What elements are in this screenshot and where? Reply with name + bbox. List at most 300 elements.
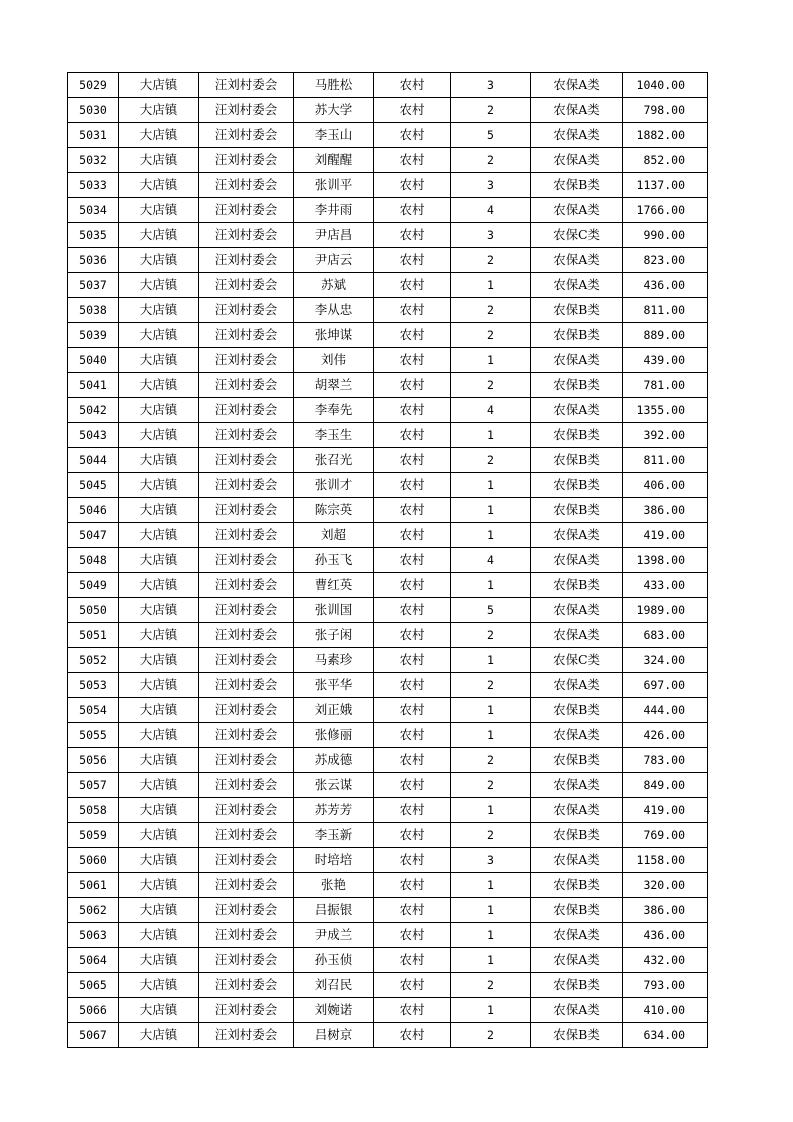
row-number-cell: 5057 [68, 773, 119, 798]
person-name-cell: 刘醒醒 [294, 148, 374, 173]
township-cell: 大店镇 [119, 998, 199, 1023]
person-name-cell: 苏斌 [294, 273, 374, 298]
table-row [68, 698, 708, 723]
person-name-cell: 陈宗英 [294, 498, 374, 523]
village-committee-cell: 汪刘村委会 [199, 98, 294, 123]
household-size-cell: 2 [451, 748, 531, 773]
amount-cell: 432.00 [623, 948, 708, 973]
person-name-cell: 李玉生 [294, 423, 374, 448]
person-name-cell: 张坤谋 [294, 323, 374, 348]
township-cell: 大店镇 [119, 873, 199, 898]
township-cell: 大店镇 [119, 548, 199, 573]
township-cell: 大店镇 [119, 148, 199, 173]
insurance-category-cell: 农保B类 [531, 423, 623, 448]
row-number-cell: 5066 [68, 998, 119, 1023]
table-row [68, 1023, 708, 1048]
person-name-cell: 尹店云 [294, 248, 374, 273]
insurance-category-cell: 农保A类 [531, 148, 623, 173]
village-committee-cell: 汪刘村委会 [199, 148, 294, 173]
person-name-cell: 马素珍 [294, 648, 374, 673]
amount-cell: 406.00 [623, 473, 708, 498]
table-row [68, 598, 708, 623]
insurance-category-cell: 农保A类 [531, 798, 623, 823]
insurance-category-cell: 农保A类 [531, 398, 623, 423]
table-row [68, 623, 708, 648]
village-committee-cell: 汪刘村委会 [199, 323, 294, 348]
household-size-cell: 1 [451, 923, 531, 948]
row-number-cell: 5056 [68, 748, 119, 773]
insurance-category-cell: 农保A类 [531, 598, 623, 623]
insurance-category-cell: 农保A类 [531, 273, 623, 298]
insurance-category-cell: 农保A类 [531, 673, 623, 698]
person-name-cell: 刘伟 [294, 348, 374, 373]
household-size-cell: 4 [451, 198, 531, 223]
household-size-cell: 2 [451, 448, 531, 473]
amount-cell: 410.00 [623, 998, 708, 1023]
household-size-cell: 1 [451, 898, 531, 923]
area-type-cell: 农村 [374, 148, 451, 173]
insurance-category-cell: 农保A类 [531, 723, 623, 748]
amount-cell: 386.00 [623, 498, 708, 523]
township-cell: 大店镇 [119, 623, 199, 648]
row-number-cell: 5054 [68, 698, 119, 723]
insurance-category-cell: 农保B类 [531, 573, 623, 598]
row-number-cell: 5064 [68, 948, 119, 973]
area-type-cell: 农村 [374, 873, 451, 898]
township-cell: 大店镇 [119, 573, 199, 598]
row-number-cell: 5055 [68, 723, 119, 748]
insurance-category-cell: 农保A类 [531, 523, 623, 548]
amount-cell: 1158.00 [623, 848, 708, 873]
insurance-category-cell: 农保B类 [531, 823, 623, 848]
village-committee-cell: 汪刘村委会 [199, 698, 294, 723]
row-number-cell: 5059 [68, 823, 119, 848]
person-name-cell: 尹店昌 [294, 223, 374, 248]
household-size-cell: 2 [451, 373, 531, 398]
person-name-cell: 刘婉诺 [294, 998, 374, 1023]
amount-cell: 419.00 [623, 798, 708, 823]
household-size-cell: 2 [451, 298, 531, 323]
area-type-cell: 农村 [374, 948, 451, 973]
table-body [68, 73, 708, 1048]
person-name-cell: 张训平 [294, 173, 374, 198]
village-committee-cell: 汪刘村委会 [199, 123, 294, 148]
village-committee-cell: 汪刘村委会 [199, 998, 294, 1023]
person-name-cell: 刘超 [294, 523, 374, 548]
insurance-category-cell: 农保C类 [531, 648, 623, 673]
insurance-category-cell: 农保A类 [531, 848, 623, 873]
area-type-cell: 农村 [374, 798, 451, 823]
row-number-cell: 5046 [68, 498, 119, 523]
township-cell: 大店镇 [119, 523, 199, 548]
person-name-cell: 孙玉飞 [294, 548, 374, 573]
insurance-category-cell: 农保B类 [531, 448, 623, 473]
township-cell: 大店镇 [119, 223, 199, 248]
person-name-cell: 李玉新 [294, 823, 374, 848]
amount-cell: 426.00 [623, 723, 708, 748]
household-size-cell: 3 [451, 73, 531, 98]
village-committee-cell: 汪刘村委会 [199, 1023, 294, 1048]
person-name-cell: 李从忠 [294, 298, 374, 323]
data-table [67, 72, 708, 1048]
household-size-cell: 1 [451, 348, 531, 373]
village-committee-cell: 汪刘村委会 [199, 573, 294, 598]
township-cell: 大店镇 [119, 798, 199, 823]
table-row [68, 123, 708, 148]
row-number-cell: 5038 [68, 298, 119, 323]
village-committee-cell: 汪刘村委会 [199, 448, 294, 473]
household-size-cell: 3 [451, 223, 531, 248]
amount-cell: 392.00 [623, 423, 708, 448]
insurance-category-cell: 农保B类 [531, 873, 623, 898]
row-number-cell: 5060 [68, 848, 119, 873]
insurance-category-cell: 农保A类 [531, 998, 623, 1023]
area-type-cell: 农村 [374, 248, 451, 273]
area-type-cell: 农村 [374, 823, 451, 848]
amount-cell: 320.00 [623, 873, 708, 898]
township-cell: 大店镇 [119, 648, 199, 673]
township-cell: 大店镇 [119, 973, 199, 998]
row-number-cell: 5053 [68, 673, 119, 698]
township-cell: 大店镇 [119, 773, 199, 798]
row-number-cell: 5041 [68, 373, 119, 398]
village-committee-cell: 汪刘村委会 [199, 173, 294, 198]
table-row [68, 748, 708, 773]
village-committee-cell: 汪刘村委会 [199, 373, 294, 398]
person-name-cell: 张云谋 [294, 773, 374, 798]
village-committee-cell: 汪刘村委会 [199, 523, 294, 548]
village-committee-cell: 汪刘村委会 [199, 623, 294, 648]
household-size-cell: 2 [451, 1023, 531, 1048]
row-number-cell: 5042 [68, 398, 119, 423]
insurance-category-cell: 农保B类 [531, 473, 623, 498]
household-size-cell: 1 [451, 648, 531, 673]
amount-cell: 798.00 [623, 98, 708, 123]
row-number-cell: 5061 [68, 873, 119, 898]
row-number-cell: 5029 [68, 73, 119, 98]
insurance-category-cell: 农保A类 [531, 248, 623, 273]
household-size-cell: 2 [451, 248, 531, 273]
amount-cell: 769.00 [623, 823, 708, 848]
insurance-category-cell: 农保C类 [531, 223, 623, 248]
row-number-cell: 5039 [68, 323, 119, 348]
amount-cell: 386.00 [623, 898, 708, 923]
table-row [68, 398, 708, 423]
person-name-cell: 胡翠兰 [294, 373, 374, 398]
area-type-cell: 农村 [374, 498, 451, 523]
area-type-cell: 农村 [374, 173, 451, 198]
table-row [68, 723, 708, 748]
person-name-cell: 张修丽 [294, 723, 374, 748]
township-cell: 大店镇 [119, 823, 199, 848]
person-name-cell: 苏芳芳 [294, 798, 374, 823]
table-row [68, 423, 708, 448]
table-row [68, 448, 708, 473]
table-row [68, 573, 708, 598]
village-committee-cell: 汪刘村委会 [199, 673, 294, 698]
area-type-cell: 农村 [374, 98, 451, 123]
area-type-cell: 农村 [374, 523, 451, 548]
row-number-cell: 5030 [68, 98, 119, 123]
insurance-category-cell: 农保A类 [531, 948, 623, 973]
village-committee-cell: 汪刘村委会 [199, 198, 294, 223]
amount-cell: 849.00 [623, 773, 708, 798]
amount-cell: 1989.00 [623, 598, 708, 623]
household-size-cell: 5 [451, 123, 531, 148]
area-type-cell: 农村 [374, 473, 451, 498]
amount-cell: 852.00 [623, 148, 708, 173]
table-row [68, 798, 708, 823]
township-cell: 大店镇 [119, 423, 199, 448]
amount-cell: 811.00 [623, 448, 708, 473]
insurance-category-cell: 农保A类 [531, 548, 623, 573]
insurance-category-cell: 农保A类 [531, 773, 623, 798]
township-cell: 大店镇 [119, 473, 199, 498]
table-row [68, 673, 708, 698]
area-type-cell: 农村 [374, 623, 451, 648]
village-committee-cell: 汪刘村委会 [199, 898, 294, 923]
village-committee-cell: 汪刘村委会 [199, 398, 294, 423]
household-size-cell: 4 [451, 398, 531, 423]
township-cell: 大店镇 [119, 923, 199, 948]
village-committee-cell: 汪刘村委会 [199, 348, 294, 373]
village-committee-cell: 汪刘村委会 [199, 648, 294, 673]
area-type-cell: 农村 [374, 648, 451, 673]
row-number-cell: 5035 [68, 223, 119, 248]
row-number-cell: 5031 [68, 123, 119, 148]
table-row [68, 823, 708, 848]
area-type-cell: 农村 [374, 223, 451, 248]
table-row [68, 648, 708, 673]
village-committee-cell: 汪刘村委会 [199, 498, 294, 523]
amount-cell: 811.00 [623, 298, 708, 323]
insurance-category-cell: 农保A类 [531, 98, 623, 123]
table-row [68, 198, 708, 223]
table-row [68, 948, 708, 973]
insurance-category-cell: 农保B类 [531, 373, 623, 398]
insurance-category-cell: 农保B类 [531, 498, 623, 523]
household-size-cell: 1 [451, 498, 531, 523]
township-cell: 大店镇 [119, 348, 199, 373]
row-number-cell: 5032 [68, 148, 119, 173]
township-cell: 大店镇 [119, 298, 199, 323]
table-row [68, 323, 708, 348]
insurance-category-cell: 农保A类 [531, 123, 623, 148]
person-name-cell: 苏大学 [294, 98, 374, 123]
area-type-cell: 农村 [374, 773, 451, 798]
person-name-cell: 苏成德 [294, 748, 374, 773]
person-name-cell: 李玉山 [294, 123, 374, 148]
person-name-cell: 吕振银 [294, 898, 374, 923]
row-number-cell: 5048 [68, 548, 119, 573]
township-cell: 大店镇 [119, 273, 199, 298]
township-cell: 大店镇 [119, 98, 199, 123]
household-size-cell: 1 [451, 873, 531, 898]
household-size-cell: 1 [451, 698, 531, 723]
insurance-category-cell: 农保B类 [531, 1023, 623, 1048]
person-name-cell: 尹成兰 [294, 923, 374, 948]
township-cell: 大店镇 [119, 748, 199, 773]
township-cell: 大店镇 [119, 848, 199, 873]
area-type-cell: 农村 [374, 73, 451, 98]
table-row [68, 473, 708, 498]
township-cell: 大店镇 [119, 123, 199, 148]
area-type-cell: 农村 [374, 423, 451, 448]
household-size-cell: 2 [451, 823, 531, 848]
amount-cell: 436.00 [623, 923, 708, 948]
amount-cell: 433.00 [623, 573, 708, 598]
row-number-cell: 5043 [68, 423, 119, 448]
area-type-cell: 农村 [374, 573, 451, 598]
village-committee-cell: 汪刘村委会 [199, 423, 294, 448]
household-size-cell: 1 [451, 798, 531, 823]
area-type-cell: 农村 [374, 298, 451, 323]
household-size-cell: 1 [451, 998, 531, 1023]
household-size-cell: 2 [451, 973, 531, 998]
household-size-cell: 2 [451, 673, 531, 698]
village-committee-cell: 汪刘村委会 [199, 248, 294, 273]
person-name-cell: 张训才 [294, 473, 374, 498]
township-cell: 大店镇 [119, 948, 199, 973]
household-size-cell: 1 [451, 723, 531, 748]
township-cell: 大店镇 [119, 498, 199, 523]
township-cell: 大店镇 [119, 723, 199, 748]
township-cell: 大店镇 [119, 898, 199, 923]
village-committee-cell: 汪刘村委会 [199, 298, 294, 323]
township-cell: 大店镇 [119, 198, 199, 223]
row-number-cell: 5052 [68, 648, 119, 673]
household-size-cell: 1 [451, 423, 531, 448]
row-number-cell: 5067 [68, 1023, 119, 1048]
table-row [68, 548, 708, 573]
amount-cell: 419.00 [623, 523, 708, 548]
insurance-category-cell: 农保B类 [531, 898, 623, 923]
township-cell: 大店镇 [119, 373, 199, 398]
village-committee-cell: 汪刘村委会 [199, 798, 294, 823]
area-type-cell: 农村 [374, 323, 451, 348]
table-row [68, 773, 708, 798]
area-type-cell: 农村 [374, 848, 451, 873]
area-type-cell: 农村 [374, 998, 451, 1023]
person-name-cell: 李井雨 [294, 198, 374, 223]
village-committee-cell: 汪刘村委会 [199, 973, 294, 998]
household-size-cell: 1 [451, 273, 531, 298]
area-type-cell: 农村 [374, 723, 451, 748]
person-name-cell: 张召光 [294, 448, 374, 473]
area-type-cell: 农村 [374, 673, 451, 698]
table-row [68, 848, 708, 873]
village-committee-cell: 汪刘村委会 [199, 773, 294, 798]
table-row [68, 873, 708, 898]
household-size-cell: 2 [451, 98, 531, 123]
village-committee-cell: 汪刘村委会 [199, 948, 294, 973]
village-committee-cell: 汪刘村委会 [199, 273, 294, 298]
amount-cell: 324.00 [623, 648, 708, 673]
area-type-cell: 农村 [374, 548, 451, 573]
household-size-cell: 5 [451, 598, 531, 623]
row-number-cell: 5033 [68, 173, 119, 198]
person-name-cell: 吕树京 [294, 1023, 374, 1048]
amount-cell: 889.00 [623, 323, 708, 348]
amount-cell: 683.00 [623, 623, 708, 648]
table-row [68, 348, 708, 373]
amount-cell: 439.00 [623, 348, 708, 373]
amount-cell: 783.00 [623, 748, 708, 773]
table-row [68, 98, 708, 123]
insurance-category-cell: 农保A类 [531, 73, 623, 98]
insurance-category-cell: 农保B类 [531, 298, 623, 323]
row-number-cell: 5044 [68, 448, 119, 473]
township-cell: 大店镇 [119, 673, 199, 698]
amount-cell: 1766.00 [623, 198, 708, 223]
township-cell: 大店镇 [119, 323, 199, 348]
village-committee-cell: 汪刘村委会 [199, 873, 294, 898]
insurance-category-cell: 农保A类 [531, 198, 623, 223]
household-size-cell: 4 [451, 548, 531, 573]
person-name-cell: 刘正娥 [294, 698, 374, 723]
household-size-cell: 2 [451, 323, 531, 348]
township-cell: 大店镇 [119, 598, 199, 623]
area-type-cell: 农村 [374, 273, 451, 298]
household-size-cell: 3 [451, 173, 531, 198]
row-number-cell: 5065 [68, 973, 119, 998]
amount-cell: 990.00 [623, 223, 708, 248]
village-committee-cell: 汪刘村委会 [199, 548, 294, 573]
person-name-cell: 张子闲 [294, 623, 374, 648]
amount-cell: 1137.00 [623, 173, 708, 198]
township-cell: 大店镇 [119, 73, 199, 98]
table-row [68, 998, 708, 1023]
amount-cell: 697.00 [623, 673, 708, 698]
area-type-cell: 农村 [374, 123, 451, 148]
row-number-cell: 5036 [68, 248, 119, 273]
area-type-cell: 农村 [374, 898, 451, 923]
table-row [68, 273, 708, 298]
amount-cell: 436.00 [623, 273, 708, 298]
insurance-category-cell: 农保B类 [531, 748, 623, 773]
person-name-cell: 张艳 [294, 873, 374, 898]
insurance-category-cell: 农保B类 [531, 698, 623, 723]
village-committee-cell: 汪刘村委会 [199, 748, 294, 773]
village-committee-cell: 汪刘村委会 [199, 823, 294, 848]
row-number-cell: 5045 [68, 473, 119, 498]
amount-cell: 1398.00 [623, 548, 708, 573]
table-row [68, 498, 708, 523]
township-cell: 大店镇 [119, 398, 199, 423]
area-type-cell: 农村 [374, 698, 451, 723]
row-number-cell: 5037 [68, 273, 119, 298]
amount-cell: 1882.00 [623, 123, 708, 148]
household-size-cell: 1 [451, 523, 531, 548]
table-row [68, 923, 708, 948]
area-type-cell: 农村 [374, 348, 451, 373]
row-number-cell: 5040 [68, 348, 119, 373]
row-number-cell: 5058 [68, 798, 119, 823]
table-row [68, 173, 708, 198]
table-row [68, 298, 708, 323]
person-name-cell: 孙玉侦 [294, 948, 374, 973]
row-number-cell: 5047 [68, 523, 119, 548]
row-number-cell: 5049 [68, 573, 119, 598]
insurance-category-cell: 农保A类 [531, 923, 623, 948]
table-row [68, 248, 708, 273]
person-name-cell: 张训国 [294, 598, 374, 623]
table-row [68, 523, 708, 548]
household-size-cell: 1 [451, 948, 531, 973]
amount-cell: 793.00 [623, 973, 708, 998]
area-type-cell: 农村 [374, 448, 451, 473]
village-committee-cell: 汪刘村委会 [199, 723, 294, 748]
